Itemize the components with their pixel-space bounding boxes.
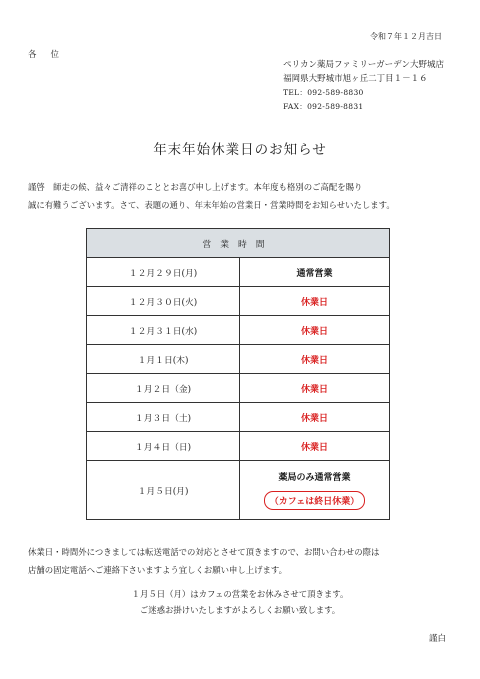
table-cell-status [240,287,390,316]
table-cell-status [240,403,390,432]
table-row [87,345,390,374]
status-label: 休業日 [300,413,328,424]
greeting-paragraph [28,178,458,214]
cafe-notice-line: ご迷惑お掛けいたしますがよろしくお願い致します。 [139,605,341,615]
sender-address: 福岡県大野城市旭ヶ丘二丁目１－１６ [283,74,428,84]
status-label: 休業日 [300,384,328,395]
table-header: 営業時間 [87,229,390,258]
table-cell-status [240,258,390,287]
table-cell-date: １２月３１日(水) [87,316,240,345]
notice-title: 年末年始休業日のお知らせ [153,142,327,158]
table-cell-status [240,345,390,374]
status-label: 休業日 [300,326,328,337]
addressee: 各位 [28,50,74,60]
table-cell-date: １月３日（土) [87,403,240,432]
greeting-line: 謹啓 師走の候、益々ご清祥のこととお喜び申し上げます。本年度も格別のご高配を賜り [28,182,363,192]
status-label: 休業日 [300,297,328,308]
cafe-notice-line: １月５日（月）はカフェの営業をお休みさせて頂きます。 [131,589,349,599]
table-row [87,403,390,432]
table-body [87,258,390,520]
status-label: 休業日 [300,355,328,366]
status-label: 通常営業 [296,268,333,279]
sender-block [283,58,444,114]
greeting-line: 誠に有難うございます。さて、表題の通り、年末年始の営業日・営業時間をお知らせいたします。 [28,200,395,210]
sender-fax: FAX：092-589-8831 [283,102,364,111]
status-label: 休業日 [300,442,328,453]
sender-tel: TEL：092-589-8830 [283,88,364,97]
table-cell-date: １月２日（金) [87,374,240,403]
table-cell-date: １月４日（日) [87,432,240,461]
after-hours-notice [28,543,458,579]
table-cell-date: １月５日(月) [87,461,240,520]
sender-company: ペリカン薬局ファミリーガーデン大野城店 [283,60,444,70]
table-cell-date: １２月３０日(火) [87,287,240,316]
table-cell-status [240,316,390,345]
business-hours-table [86,228,390,520]
table-cell-date: １２月２９日(月) [87,258,240,287]
table-cell-date: １月１日(木) [87,345,240,374]
table-cell-status [240,432,390,461]
cafe-closed-badge: （カフェは終日休業） [264,491,366,510]
table-row-last [87,461,390,520]
document-date: 令和７年１２月吉日 [370,32,442,41]
table-row [87,258,390,287]
cafe-notice [0,586,480,618]
table-cell-status [240,374,390,403]
closing-word: 謹白 [428,634,446,644]
table-row [87,432,390,461]
notice-line: 休業日・時間外につきましては転送電話での対応とさせて頂きますので、お問い合わせの際は [28,547,380,557]
status-pharmacy-open: 薬局のみ通常営業 [278,473,351,483]
table-cell-status [240,461,390,520]
table-row [87,316,390,345]
notice-line: 店舗の固定電話へご連絡下さいますよう宜しくお願い申し上げます。 [28,565,287,575]
table-row [87,374,390,403]
table-row [87,287,390,316]
